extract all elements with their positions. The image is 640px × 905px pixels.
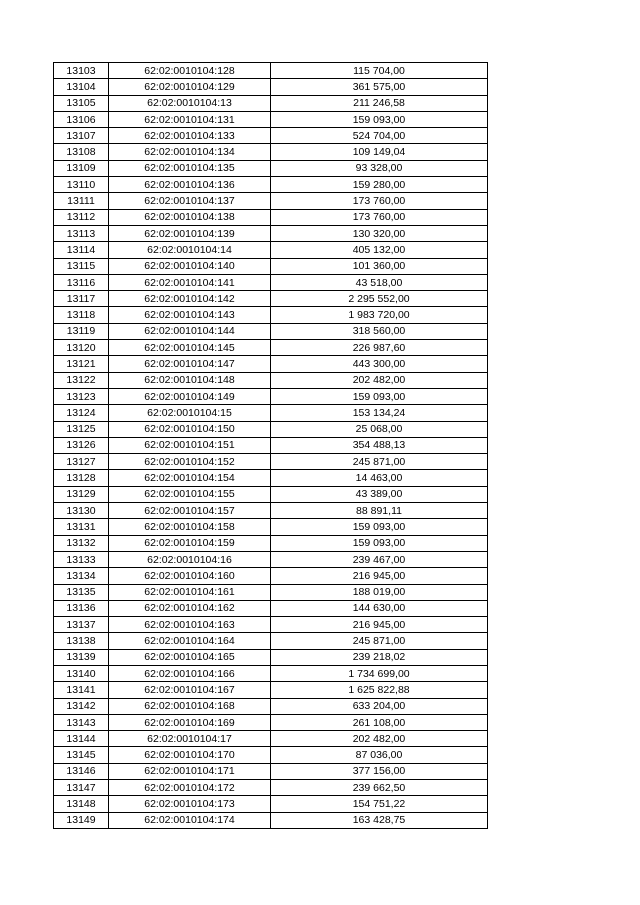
- table-row: [54, 356, 488, 372]
- table-row: [54, 225, 488, 241]
- row-number-cell: 13138: [54, 633, 109, 649]
- cadastral-number-cell: 62:02:0010104:164: [109, 633, 271, 649]
- row-number-cell: 13140: [54, 665, 109, 681]
- cadastral-number-cell: 62:02:0010104:149: [109, 388, 271, 404]
- row-number-cell: 13146: [54, 763, 109, 779]
- cadastral-number-cell: 62:02:0010104:135: [109, 160, 271, 176]
- table-row: [54, 731, 488, 747]
- row-number-cell: 13110: [54, 177, 109, 193]
- value-cell: 239 662,50: [271, 780, 488, 796]
- cadastral-number-cell: 62:02:0010104:161: [109, 584, 271, 600]
- value-cell: 163 428,75: [271, 812, 488, 828]
- cadastral-number-cell: 62:02:0010104:129: [109, 79, 271, 95]
- value-cell: 318 560,00: [271, 323, 488, 339]
- cadastral-number-cell: 62:02:0010104:147: [109, 356, 271, 372]
- value-cell: 159 093,00: [271, 519, 488, 535]
- table-row: [54, 388, 488, 404]
- row-number-cell: 13118: [54, 307, 109, 323]
- table-row: [54, 160, 488, 176]
- table-row: [54, 63, 488, 79]
- cadastral-number-cell: 62:02:0010104:140: [109, 258, 271, 274]
- value-cell: 109 149,04: [271, 144, 488, 160]
- table-row: [54, 682, 488, 698]
- value-cell: 1 734 699,00: [271, 665, 488, 681]
- value-cell: 144 630,00: [271, 600, 488, 616]
- value-cell: 14 463,00: [271, 470, 488, 486]
- table-row: [54, 649, 488, 665]
- cadastral-number-cell: 62:02:0010104:171: [109, 763, 271, 779]
- row-number-cell: 13131: [54, 519, 109, 535]
- table-row: [54, 95, 488, 111]
- table-row: [54, 79, 488, 95]
- cadastral-number-cell: 62:02:0010104:167: [109, 682, 271, 698]
- value-cell: 101 360,00: [271, 258, 488, 274]
- cadastral-number-cell: 62:02:0010104:141: [109, 274, 271, 290]
- value-cell: 43 389,00: [271, 486, 488, 502]
- value-cell: 159 280,00: [271, 177, 488, 193]
- table-row: [54, 193, 488, 209]
- cadastral-number-cell: 62:02:0010104:159: [109, 535, 271, 551]
- table-row: [54, 486, 488, 502]
- cadastral-number-cell: 62:02:0010104:172: [109, 780, 271, 796]
- value-cell: 87 036,00: [271, 747, 488, 763]
- table-row: [54, 812, 488, 828]
- table-row: [54, 714, 488, 730]
- table-row: [54, 144, 488, 160]
- table-row: [54, 763, 488, 779]
- value-cell: 154 751,22: [271, 796, 488, 812]
- value-cell: 173 760,00: [271, 193, 488, 209]
- value-cell: 188 019,00: [271, 584, 488, 600]
- cadastral-number-cell: 62:02:0010104:139: [109, 225, 271, 241]
- row-number-cell: 13130: [54, 503, 109, 519]
- cadastral-number-cell: 62:02:0010104:166: [109, 665, 271, 681]
- row-number-cell: 13136: [54, 600, 109, 616]
- table-row: [54, 307, 488, 323]
- value-cell: 633 204,00: [271, 698, 488, 714]
- table-row: [54, 780, 488, 796]
- table-row: [54, 519, 488, 535]
- cadastral-number-cell: 62:02:0010104:158: [109, 519, 271, 535]
- cadastral-number-cell: 62:02:0010104:145: [109, 340, 271, 356]
- row-number-cell: 13135: [54, 584, 109, 600]
- value-cell: 261 108,00: [271, 714, 488, 730]
- table-row: [54, 617, 488, 633]
- row-number-cell: 13121: [54, 356, 109, 372]
- table-row: [54, 600, 488, 616]
- row-number-cell: 13106: [54, 111, 109, 127]
- cadastre-table: [53, 62, 488, 829]
- cadastral-number-cell: 62:02:0010104:152: [109, 454, 271, 470]
- row-number-cell: 13105: [54, 95, 109, 111]
- row-number-cell: 13107: [54, 128, 109, 144]
- table-row: [54, 503, 488, 519]
- cadastral-number-cell: 62:02:0010104:14: [109, 242, 271, 258]
- row-number-cell: 13144: [54, 731, 109, 747]
- cadastral-number-cell: 62:02:0010104:134: [109, 144, 271, 160]
- cadastral-number-cell: 62:02:0010104:160: [109, 568, 271, 584]
- table-row: [54, 291, 488, 307]
- row-number-cell: 13139: [54, 649, 109, 665]
- value-cell: 25 068,00: [271, 421, 488, 437]
- cadastral-number-cell: 62:02:0010104:137: [109, 193, 271, 209]
- row-number-cell: 13122: [54, 372, 109, 388]
- cadastral-number-cell: 62:02:0010104:136: [109, 177, 271, 193]
- cadastral-number-cell: 62:02:0010104:15: [109, 405, 271, 421]
- row-number-cell: 13133: [54, 551, 109, 567]
- value-cell: 159 093,00: [271, 111, 488, 127]
- cadastral-number-cell: 62:02:0010104:163: [109, 617, 271, 633]
- table-row: [54, 665, 488, 681]
- table-row: [54, 274, 488, 290]
- value-cell: 524 704,00: [271, 128, 488, 144]
- table-row: [54, 405, 488, 421]
- row-number-cell: 13129: [54, 486, 109, 502]
- row-number-cell: 13119: [54, 323, 109, 339]
- table-row: [54, 584, 488, 600]
- table-row: [54, 340, 488, 356]
- cadastral-number-cell: 62:02:0010104:169: [109, 714, 271, 730]
- table-row: [54, 747, 488, 763]
- cadastral-number-cell: 62:02:0010104:150: [109, 421, 271, 437]
- row-number-cell: 13145: [54, 747, 109, 763]
- value-cell: 239 467,00: [271, 551, 488, 567]
- cadastral-number-cell: 62:02:0010104:170: [109, 747, 271, 763]
- row-number-cell: 13125: [54, 421, 109, 437]
- row-number-cell: 13137: [54, 617, 109, 633]
- cadastral-number-cell: 62:02:0010104:131: [109, 111, 271, 127]
- value-cell: 405 132,00: [271, 242, 488, 258]
- cadastral-number-cell: 62:02:0010104:157: [109, 503, 271, 519]
- row-number-cell: 13111: [54, 193, 109, 209]
- value-cell: 202 482,00: [271, 731, 488, 747]
- table-row: [54, 633, 488, 649]
- table-row: [54, 421, 488, 437]
- cadastral-number-cell: 62:02:0010104:16: [109, 551, 271, 567]
- value-cell: 1 625 822,88: [271, 682, 488, 698]
- value-cell: 245 871,00: [271, 633, 488, 649]
- row-number-cell: 13132: [54, 535, 109, 551]
- cadastral-number-cell: 62:02:0010104:154: [109, 470, 271, 486]
- value-cell: 443 300,00: [271, 356, 488, 372]
- row-number-cell: 13147: [54, 780, 109, 796]
- value-cell: 1 983 720,00: [271, 307, 488, 323]
- cadastral-number-cell: 62:02:0010104:13: [109, 95, 271, 111]
- row-number-cell: 13141: [54, 682, 109, 698]
- value-cell: 43 518,00: [271, 274, 488, 290]
- row-number-cell: 13143: [54, 714, 109, 730]
- cadastral-number-cell: 62:02:0010104:162: [109, 600, 271, 616]
- value-cell: 211 246,58: [271, 95, 488, 111]
- cadastral-number-cell: 62:02:0010104:133: [109, 128, 271, 144]
- value-cell: 226 987,60: [271, 340, 488, 356]
- cadastral-number-cell: 62:02:0010104:174: [109, 812, 271, 828]
- value-cell: 239 218,02: [271, 649, 488, 665]
- value-cell: 354 488,13: [271, 437, 488, 453]
- cadastral-number-cell: 62:02:0010104:142: [109, 291, 271, 307]
- row-number-cell: 13149: [54, 812, 109, 828]
- value-cell: 216 945,00: [271, 568, 488, 584]
- cadastral-number-cell: 62:02:0010104:165: [109, 649, 271, 665]
- value-cell: 173 760,00: [271, 209, 488, 225]
- cadastral-number-cell: 62:02:0010104:168: [109, 698, 271, 714]
- table-body: [54, 63, 488, 829]
- row-number-cell: 13148: [54, 796, 109, 812]
- cadastral-number-cell: 62:02:0010104:138: [109, 209, 271, 225]
- table-row: [54, 242, 488, 258]
- cadastral-number-cell: 62:02:0010104:155: [109, 486, 271, 502]
- table-row: [54, 177, 488, 193]
- row-number-cell: 13108: [54, 144, 109, 160]
- row-number-cell: 13112: [54, 209, 109, 225]
- row-number-cell: 13124: [54, 405, 109, 421]
- row-number-cell: 13126: [54, 437, 109, 453]
- row-number-cell: 13113: [54, 225, 109, 241]
- cadastral-number-cell: 62:02:0010104:148: [109, 372, 271, 388]
- value-cell: 159 093,00: [271, 388, 488, 404]
- row-number-cell: 13120: [54, 340, 109, 356]
- row-number-cell: 13109: [54, 160, 109, 176]
- cadastral-number-cell: 62:02:0010104:128: [109, 63, 271, 79]
- table-row: [54, 698, 488, 714]
- table-row: [54, 128, 488, 144]
- table-row: [54, 323, 488, 339]
- table-row: [54, 470, 488, 486]
- table-row: [54, 437, 488, 453]
- row-number-cell: 13123: [54, 388, 109, 404]
- value-cell: 377 156,00: [271, 763, 488, 779]
- value-cell: 153 134,24: [271, 405, 488, 421]
- table-row: [54, 551, 488, 567]
- row-number-cell: 13127: [54, 454, 109, 470]
- table-row: [54, 796, 488, 812]
- cadastral-number-cell: 62:02:0010104:17: [109, 731, 271, 747]
- row-number-cell: 13115: [54, 258, 109, 274]
- table-row: [54, 209, 488, 225]
- cadastral-number-cell: 62:02:0010104:144: [109, 323, 271, 339]
- cadastral-number-cell: 62:02:0010104:173: [109, 796, 271, 812]
- row-number-cell: 13104: [54, 79, 109, 95]
- value-cell: 2 295 552,00: [271, 291, 488, 307]
- value-cell: 216 945,00: [271, 617, 488, 633]
- value-cell: 93 328,00: [271, 160, 488, 176]
- table-row: [54, 535, 488, 551]
- cadastral-number-cell: 62:02:0010104:151: [109, 437, 271, 453]
- value-cell: 361 575,00: [271, 79, 488, 95]
- row-number-cell: 13128: [54, 470, 109, 486]
- value-cell: 130 320,00: [271, 225, 488, 241]
- row-number-cell: 13117: [54, 291, 109, 307]
- table-row: [54, 454, 488, 470]
- value-cell: 88 891,11: [271, 503, 488, 519]
- table-row: [54, 568, 488, 584]
- value-cell: 159 093,00: [271, 535, 488, 551]
- table-row: [54, 111, 488, 127]
- value-cell: 115 704,00: [271, 63, 488, 79]
- row-number-cell: 13116: [54, 274, 109, 290]
- row-number-cell: 13142: [54, 698, 109, 714]
- value-cell: 202 482,00: [271, 372, 488, 388]
- cadastral-number-cell: 62:02:0010104:143: [109, 307, 271, 323]
- table-row: [54, 372, 488, 388]
- row-number-cell: 13134: [54, 568, 109, 584]
- row-number-cell: 13103: [54, 63, 109, 79]
- value-cell: 245 871,00: [271, 454, 488, 470]
- row-number-cell: 13114: [54, 242, 109, 258]
- table-row: [54, 258, 488, 274]
